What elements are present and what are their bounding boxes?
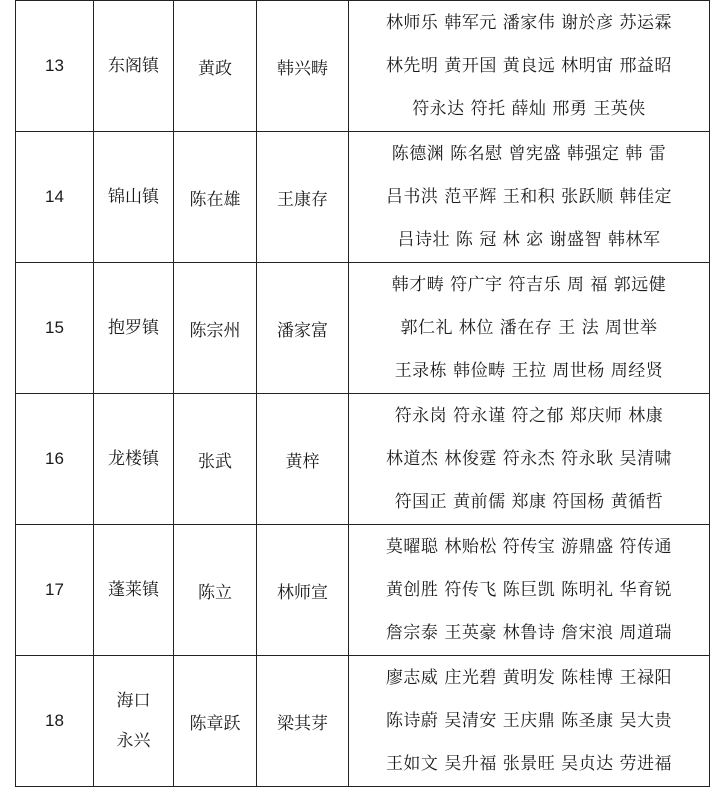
members-line: 符永达 符托 薛灿 邢勇 王英侠 <box>412 98 646 119</box>
members-line: 林师乐 韩军元 潘家伟 谢於彦 苏运霖 <box>385 12 673 33</box>
town-name: 龙楼镇 <box>108 449 159 469</box>
members-line: 莫曜聪 林贻松 符传宝 游鼎盛 符传通 <box>385 536 673 557</box>
town-cell <box>94 525 174 656</box>
members-line: 林道杰 林俊霆 符永杰 符永耿 吴清啸 <box>385 448 673 469</box>
members-line: 符永岗 符永谨 符之郁 郑庆师 林康 <box>394 405 664 426</box>
roster-table <box>15 0 710 787</box>
town-cell <box>94 263 174 394</box>
deputy-name: 韩兴畴 <box>257 1 349 132</box>
members-line: 詹宗泰 王英豪 林鲁诗 詹宋浪 周道瑞 <box>385 622 673 643</box>
leader-name: 陈章跃 <box>174 656 257 787</box>
deputy-name: 林师宣 <box>257 525 349 656</box>
members-line: 王如文 吴升福 张景旺 吴贞达 劳进福 <box>385 753 673 774</box>
members-line: 郭仁礼 林位 潘在存 王 法 周世举 <box>400 317 658 338</box>
row-number: 13 <box>16 1 94 132</box>
town-name: 蓬莱镇 <box>108 580 159 600</box>
members-line: 黄创胜 符传飞 陈巨凯 陈明礼 华育锐 <box>385 579 673 600</box>
members-line: 吕书洪 范平辉 王和积 张跃顺 韩佳定 <box>385 186 673 207</box>
town-name: 永兴 <box>116 731 151 751</box>
members-cell <box>349 1 710 132</box>
deputy-name: 潘家富 <box>257 263 349 394</box>
table-row <box>16 1 710 132</box>
members-line: 符国正 黄前儒 郑康 符国杨 黄循哲 <box>394 491 664 512</box>
leader-name: 陈在雄 <box>174 132 257 263</box>
table-row <box>16 525 710 656</box>
members-line: 韩才畴 符广宇 符吉乐 周 福 郭远健 <box>391 274 667 295</box>
members-cell <box>349 394 710 525</box>
town-cell <box>94 1 174 132</box>
table-row <box>16 263 710 394</box>
deputy-name: 王康存 <box>257 132 349 263</box>
members-line: 陈诗蔚 吴清安 王庆鼎 陈圣康 吴大贵 <box>385 710 673 731</box>
members-line: 吕诗壮 陈 冠 林 宓 谢盛智 韩林军 <box>397 229 661 250</box>
table-row <box>16 132 710 263</box>
members-line: 廖志威 庄光碧 黄明发 陈桂博 王禄阳 <box>385 667 673 688</box>
members-cell <box>349 263 710 394</box>
leader-name: 黄政 <box>174 1 257 132</box>
town-name: 锦山镇 <box>108 187 159 207</box>
members-cell <box>349 656 710 787</box>
deputy-name: 梁其芽 <box>257 656 349 787</box>
leader-name: 陈立 <box>174 525 257 656</box>
members-line: 林先明 黄开国 黄良远 林明宙 邢益昭 <box>385 55 673 76</box>
row-number: 17 <box>16 525 94 656</box>
members-line: 陈德渊 陈名慰 曾宪盛 韩强定 韩 雷 <box>391 143 667 164</box>
roster-body <box>16 1 710 787</box>
table-row <box>16 656 710 787</box>
members-cell <box>349 132 710 263</box>
leader-name: 张武 <box>174 394 257 525</box>
row-number: 15 <box>16 263 94 394</box>
town-name: 抱罗镇 <box>108 318 159 338</box>
deputy-name: 黄梓 <box>257 394 349 525</box>
row-number: 18 <box>16 656 94 787</box>
town-cell <box>94 394 174 525</box>
town-name: 东阁镇 <box>108 56 159 76</box>
table-row <box>16 394 710 525</box>
row-number: 16 <box>16 394 94 525</box>
leader-name: 陈宗州 <box>174 263 257 394</box>
members-cell <box>349 525 710 656</box>
town-cell <box>94 132 174 263</box>
members-line: 王录栋 韩俭畴 王拉 周世杨 周经贤 <box>394 360 664 381</box>
row-number: 14 <box>16 132 94 263</box>
town-cell <box>94 656 174 787</box>
town-name: 海口 <box>116 691 151 711</box>
